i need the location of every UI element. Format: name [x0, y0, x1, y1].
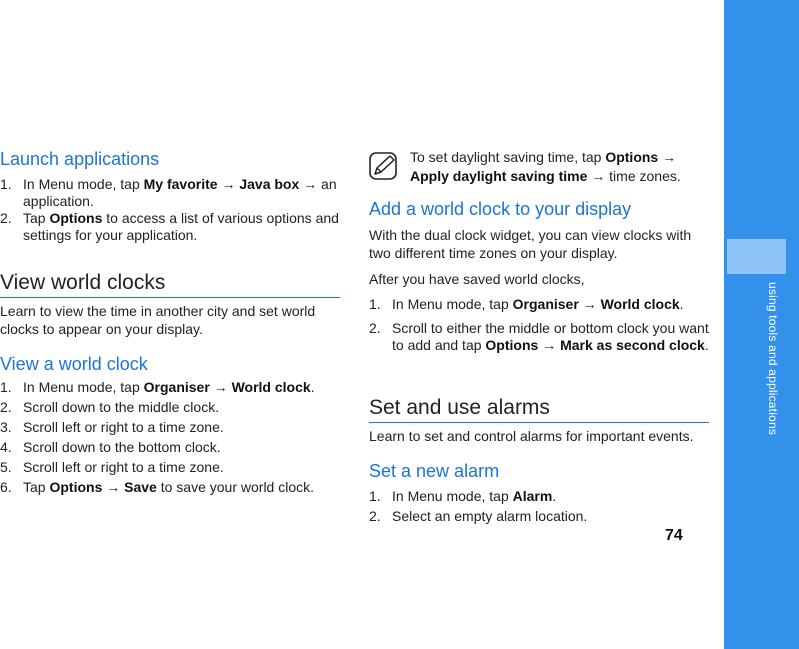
- view-world-clocks-intro: Learn to view the time in another city and set world clocks to appear on your display.: [0, 303, 316, 337]
- list-item: [369, 508, 709, 525]
- ui-term: Java box: [239, 176, 300, 192]
- add-world-steps-list: [369, 296, 709, 354]
- pencil-note-icon: [369, 150, 399, 182]
- text-run: →: [209, 379, 232, 395]
- ui-term: Options: [485, 337, 539, 353]
- chapter-tab-highlight: [727, 239, 786, 274]
- list-item: [0, 210, 340, 244]
- add-world-clock-intro-2: After you have saved world clocks,: [369, 271, 585, 287]
- view-world-clocks-heading: View world clocks: [0, 271, 340, 298]
- note-box: [369, 147, 709, 187]
- chapter-label: using tools and applications: [766, 282, 780, 436]
- text-run: Scroll down to the middle clock.: [23, 399, 220, 415]
- step-number: 5.: [0, 459, 12, 475]
- text-run: Select an empty alarm location.: [392, 508, 588, 524]
- page-number: 74: [665, 527, 683, 544]
- list-item: [0, 399, 340, 416]
- step-number: 1.: [0, 176, 12, 192]
- list-item: [369, 488, 709, 505]
- ui-term: Options: [49, 479, 103, 495]
- step-number: 2.: [369, 320, 381, 336]
- step-number: 1.: [369, 296, 381, 312]
- text-run: to access a list of various options and settings for your application.: [23, 210, 339, 243]
- text-run: Tap: [23, 210, 50, 226]
- list-item: [0, 439, 340, 456]
- add-world-clock-intro: With the dual clock widget, you can view clocks with two different time zones on your display.: [369, 227, 692, 261]
- text-run: .: [679, 296, 684, 312]
- launch-applications-heading: Launch applications: [0, 149, 160, 169]
- list-item: [369, 320, 709, 354]
- list-item: [369, 296, 709, 313]
- set-and-use-alarms-heading: Set and use alarms: [369, 396, 709, 423]
- note-text: [410, 148, 709, 186]
- text-run: In Menu mode, tap: [392, 296, 513, 312]
- list-item: [0, 459, 340, 476]
- step-number: 4.: [0, 439, 12, 455]
- new-alarm-steps-list: [369, 488, 709, 525]
- text-run: →: [538, 337, 561, 353]
- text-run: →: [217, 176, 240, 192]
- chapter-sidebar: [724, 0, 799, 649]
- text-run: .: [310, 379, 315, 395]
- ui-term: My favorite: [143, 176, 218, 192]
- step-number: 2.: [369, 508, 381, 524]
- ui-term: Alarm: [512, 488, 553, 504]
- ui-term: World clock: [600, 296, 680, 312]
- text-run: To set daylight saving time, tap: [410, 149, 606, 165]
- text-run: .: [704, 337, 709, 353]
- list-item: [0, 176, 340, 210]
- step-number: 3.: [0, 419, 12, 435]
- text-run: Scroll to either the middle or bottom clock you want to add and tap: [392, 320, 709, 353]
- step-number: 2.: [0, 210, 12, 226]
- ui-term: World clock: [231, 379, 311, 395]
- text-run: Scroll left or right to a time zone.: [23, 419, 224, 435]
- add-world-clock-heading: Add a world clock to your display: [369, 199, 632, 219]
- text-run: Tap: [23, 479, 50, 495]
- text-run: to save your world clock.: [156, 479, 315, 495]
- step-number: 1.: [369, 488, 381, 504]
- ui-term: Options: [49, 210, 103, 226]
- ui-term: Options: [605, 149, 659, 165]
- text-run: → time zones.: [587, 168, 681, 184]
- text-run: Scroll left or right to a time zone.: [23, 459, 224, 475]
- set-and-use-alarms-intro: Learn to set and control alarms for important events.: [369, 428, 694, 444]
- text-run: →: [102, 479, 125, 495]
- set-a-new-alarm-heading: Set a new alarm: [369, 461, 500, 481]
- text-run: →: [658, 149, 677, 165]
- text-run: In Menu mode, tap: [392, 488, 513, 504]
- list-item: [0, 419, 340, 436]
- step-number: 6.: [0, 479, 12, 495]
- text-run: Scroll down to the bottom clock.: [23, 439, 221, 455]
- ui-term: Mark as second clock: [560, 337, 705, 353]
- ui-term: Save: [124, 479, 157, 495]
- list-item: [0, 379, 340, 396]
- ui-term: Apply daylight saving time: [410, 168, 588, 184]
- text-run: In Menu mode, tap: [23, 176, 144, 192]
- launch-steps-list: [0, 176, 340, 244]
- step-number: 1.: [0, 379, 12, 395]
- text-run: →: [578, 296, 601, 312]
- view-clock-steps-list: [0, 379, 340, 496]
- text-run: In Menu mode, tap: [23, 379, 144, 395]
- text-run: .: [552, 488, 557, 504]
- ui-term: Organiser: [143, 379, 210, 395]
- step-number: 2.: [0, 399, 12, 415]
- text-run: → an application.: [23, 176, 337, 209]
- list-item: [0, 479, 340, 496]
- view-a-world-clock-heading: View a world clock: [0, 354, 148, 374]
- ui-term: Organiser: [512, 296, 579, 312]
